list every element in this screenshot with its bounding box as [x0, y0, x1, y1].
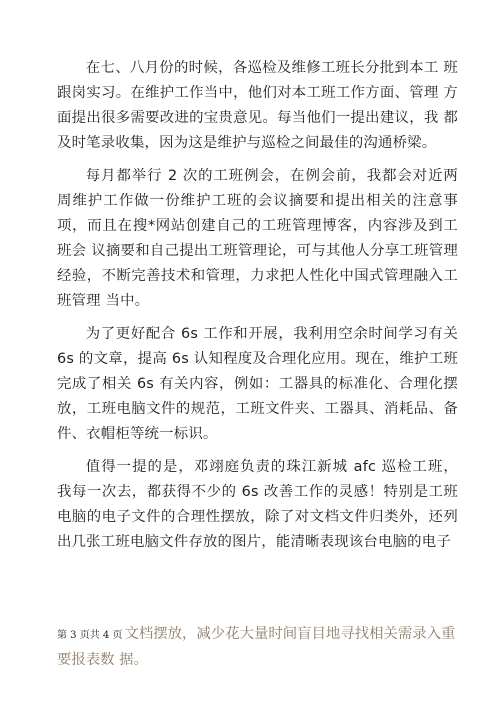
paragraph-3: 为了更好配合 6s 工作和开展，我利用空余时间学习有关 6s 的文章，提高 6s 认知程度及合理化应用。现在，维护工班 完成了相关 6s 有关内容，例如：工器具的标准化、合理化摆 放，工班电脑文件的规范，工班文件夹、工器具、消耗品、备 件、衣帽柜等统一标识。	[57, 326, 458, 442]
paragraph-1: 在七、八月份的时候，各巡检及维修工班长分批到本工 班跟岗实习。在维护工作当中，他们对本工班工作方面、管理 方面提出很多需要改进的宝贵意见。每当他们一提出建议，我 都及时笔录收集，因为这是维护与巡检之间最佳的沟通桥梁。	[57, 60, 458, 151]
paragraph-2: 每月都举行 2 次的工班例会，在例会前，我都会对近两 周维护工作做一份维护工班的会议摘要和提出相关的注意事项，而且在搜*网站创建自己的工班管理博客，内容涉及到工班会 议摘要和自己提出工班管理论，可与其他人分享工班管理经验，不断完善技术和管理，力求把人性化中国式管理融入工班管理 当中。	[57, 168, 458, 309]
footer-continuation-text: 文档摆放，减少花大量时间盲目地寻找相关需录入重要报表数 据。	[57, 626, 456, 668]
paragraph-4: 值得一提的是，邓翊庭负责的珠江新城 afc 巡检工班， 我每一次去，都获得不少的 6s 改善工作的灵感！特别是工班 电脑的电子文件的合理性摆放，除了对文档文件归类外，还列 出几张工班电脑文件存放的图片，能清晰表现该台电脑的电子	[57, 459, 458, 550]
page-footer	[57, 622, 458, 672]
document-body	[57, 56, 458, 555]
page-number: 第 3 页共 4 页	[57, 630, 123, 641]
